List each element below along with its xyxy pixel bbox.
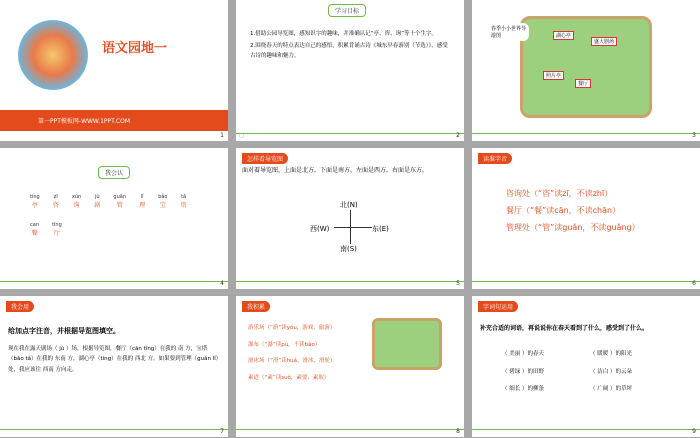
slide-3[interactable] — [472, 0, 700, 141]
slide-number: 2 — [456, 132, 460, 139]
divider — [236, 281, 464, 282]
slide-heading: 我会认 — [98, 166, 130, 179]
slide-number: 1 — [220, 132, 224, 139]
char: tíng 亭 — [30, 194, 40, 209]
slide-heading: 学习目标 — [328, 4, 366, 17]
slide-heading: 字词句运用 — [478, 301, 518, 312]
slide-heading: 我会用 — [6, 301, 34, 312]
slide-number: 8 — [456, 428, 460, 435]
map-title: 春季小小世界导游图 — [489, 23, 529, 41]
slide-number: 3 — [692, 132, 696, 139]
slide-heading: 我积累 — [242, 301, 270, 312]
pronunciation-line: 管理处（“管”读guǎn，不读guǎng） — [506, 222, 640, 232]
char: bǎo 宝 — [158, 194, 168, 209]
vocab-item: 素道（“素”读suǒ，素要、素取） — [248, 374, 330, 381]
slide-number: 7 — [220, 428, 224, 435]
slide-8[interactable] — [236, 296, 464, 437]
char: tǎ 塔 — [180, 194, 187, 209]
char: xún 询 — [71, 194, 82, 209]
divider — [472, 133, 700, 134]
divider — [472, 281, 700, 282]
slide-title: 语文园地一 — [102, 41, 168, 56]
slide-heading: 读准字音 — [478, 153, 512, 164]
map-label: 餐厅 — [575, 79, 591, 88]
banner: 第一PPT模板网-WWW.1PPT.COM — [0, 110, 228, 131]
divider — [472, 429, 700, 430]
slide-7[interactable] — [0, 296, 228, 437]
slide-number: 9 — [692, 428, 696, 435]
phrase-row: （ 美丽 ）的春天 （ 暖暖 ）的阳光 — [502, 351, 632, 357]
map-label: 湖心亭 — [553, 31, 574, 40]
south-label: 南(S) — [340, 245, 357, 253]
char: lǐ 理 — [139, 194, 146, 209]
east-label: 东(E) — [372, 225, 389, 233]
pronunciation-line: 咨询处（“咨”读zī，不读zhī） — [506, 189, 613, 198]
exercise-heading: 补充合适的词语，再说说你在春天看到了什么，感受到了什么。 — [480, 325, 649, 332]
vocab-item: 游乐场（“游”读yóu，游戏、旅游） — [248, 325, 336, 331]
char: jù 剧 — [94, 194, 101, 209]
map-label: 照片亭 — [543, 71, 564, 80]
goal-1: 1.借助公园导览图，感知识字的趣味，并准确认记“亭、咨、询”等十个生字。 — [250, 31, 437, 37]
map-label: 盛大剧场 — [591, 37, 617, 46]
slide-1[interactable] — [0, 0, 228, 141]
char: can 餐 — [30, 222, 39, 237]
phrase-row: （ 细长 ）的柳条 （ 广阔 ）的草坪 — [502, 386, 632, 393]
park-map-thumbnail — [372, 318, 442, 370]
slide-number: 5 — [456, 280, 460, 287]
illustration — [18, 20, 88, 90]
slide-5[interactable] — [236, 148, 464, 289]
west-label: 西(W) — [310, 225, 330, 233]
divider — [236, 429, 464, 430]
vocab-item: 滑冰场（“滑”读huá，滑冰、滑轮） — [248, 358, 336, 364]
char: zī 咨 — [52, 194, 59, 209]
footer-mark: □ — [239, 133, 244, 139]
slide-6[interactable] — [472, 148, 700, 289]
park-map — [491, 16, 652, 118]
slide-2[interactable] — [236, 0, 464, 141]
divider — [0, 429, 228, 430]
compass-horizontal — [334, 227, 372, 228]
slide-4[interactable] — [0, 148, 228, 289]
description: 面对着导览图，上面是北方，下面是南方，左面是西方，右面是东方。 — [242, 167, 429, 174]
exercise-body: 现在我在露天剧场（ jù ）场，根据导览图，餐厅（cān tīng）在我的 南 方，宝塔（bǎo tǎ）在我的 东南 方，湖心亭（tíng）在我的 西北 方。如果要到管理（guǎn lǐ）处，我应该往 西南 方向走。 — [8, 346, 219, 373]
slide-9[interactable] — [472, 296, 700, 437]
divider — [0, 281, 228, 282]
vocab-item: 瀑布（“瀑”读pù，不读bào） — [248, 341, 321, 348]
pronunciation-line: 餐厅（“餐”读cān，不读chān） — [506, 205, 621, 215]
phrase-row: （ 碧绿 ）的田野 （ 洁白 ）的云朵 — [502, 368, 632, 375]
char: guǎn 管 — [113, 194, 126, 209]
north-label: 北(N) — [340, 201, 358, 209]
exercise-heading: 给加点字注音，并根据导览图填空。 — [8, 327, 120, 335]
slide-number: 4 — [220, 280, 224, 287]
slide-number: 6 — [692, 280, 696, 287]
goal-2: 2.围绕春天的特点表达自己的感悟，积累背诵古诗《城东早春游别（节选）》，感受古诗的趣味和魅力。 — [250, 43, 448, 59]
char: tīng 厅 — [52, 222, 62, 237]
divider — [236, 133, 464, 134]
slide-heading: 怎样看导览图 — [242, 153, 288, 164]
